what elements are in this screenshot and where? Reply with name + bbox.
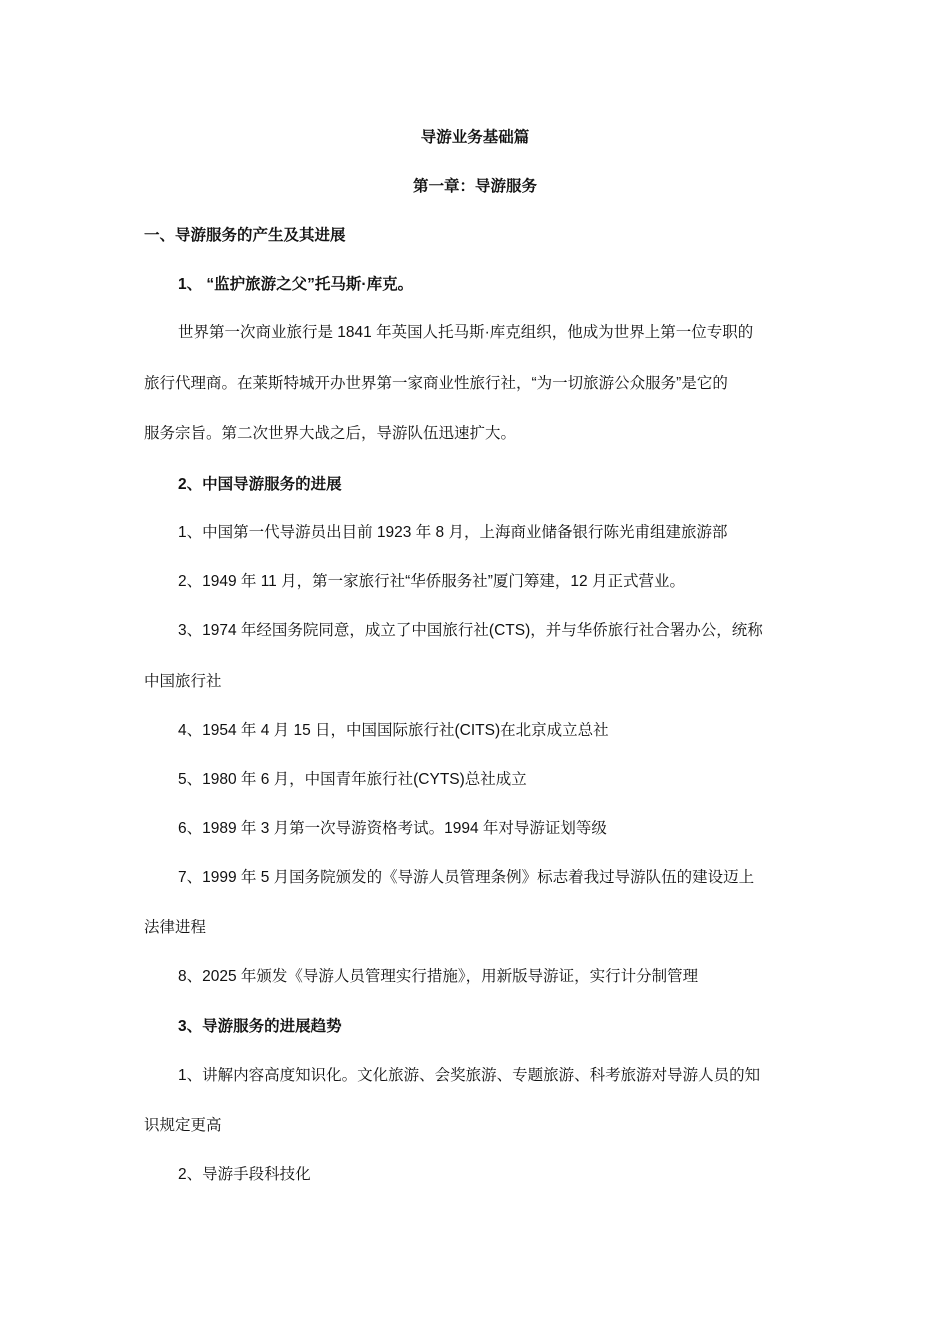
paragraph-line: 服务宗旨。第二次世界大战之后，导游队伍迅速扩大。 xyxy=(144,425,517,442)
list-item-continuation: 识规定更高 xyxy=(144,1117,222,1134)
list-item: 3、1974 年经国务院同意，成立了中国旅行社(CTS)，并与华侨旅行社合署办公，统称 xyxy=(178,622,763,639)
chapter-heading: 第一章：导游服务 xyxy=(412,178,537,195)
subsection-heading: 2、中国导游服务的进展 xyxy=(178,476,342,493)
paragraph-line: 世界第一次商业旅行是 1841 年英国人托马斯·库克组织，他成为世界上第一位专职的 xyxy=(178,324,754,341)
list-item: 1、中国第一代导游员出目前 1923 年 8 月，上海商业储备银行陈光甫组建旅游部 xyxy=(178,524,728,541)
section-heading: 一、导游服务的产生及其进展 xyxy=(144,227,346,244)
paragraph-line: 旅行代理商。在莱斯特城开办世界第一家商业性旅行社，“为一切旅游公众服务”是它的 xyxy=(144,375,728,392)
list-item: 7、1999 年 5 月国务院颁发的《导游人员管理条例》标志着我过导游队伍的建设迈上 xyxy=(178,869,755,886)
list-item: 1、讲解内容高度知识化。文化旅游、会奖旅游、专题旅游、科考旅游对导游人员的知 xyxy=(178,1067,761,1084)
list-item: 2、导游手段科技化 xyxy=(178,1166,311,1183)
subsection-heading: 3、导游服务的进展趋势 xyxy=(178,1018,342,1035)
list-item-continuation: 法律进程 xyxy=(144,919,207,936)
list-item: 5、1980 年 6 月，中国青年旅行社(CYTS)总社成立 xyxy=(178,771,527,788)
list-item: 4、1954 年 4 月 15 日，中国国际旅行社(CITS)在北京成立总社 xyxy=(178,722,609,739)
list-item: 6、1989 年 3 月第一次导游资格考试。1994 年对导游证划等级 xyxy=(178,820,607,837)
list-item: 8、2025 年颁发《导游人员管理实行措施》，用新版导游证，实行计分制管理 xyxy=(178,968,699,985)
list-item: 2、1949 年 11 月，第一家旅行社“华侨服务社”厦门筹建，12 月正式营业。 xyxy=(178,573,685,590)
subsection-heading: 1、 “监护旅游之父”托马斯·库克。 xyxy=(178,276,414,293)
document-title: 导游业务基础篇 xyxy=(420,129,530,146)
list-item-continuation: 中国旅行社 xyxy=(144,673,222,690)
